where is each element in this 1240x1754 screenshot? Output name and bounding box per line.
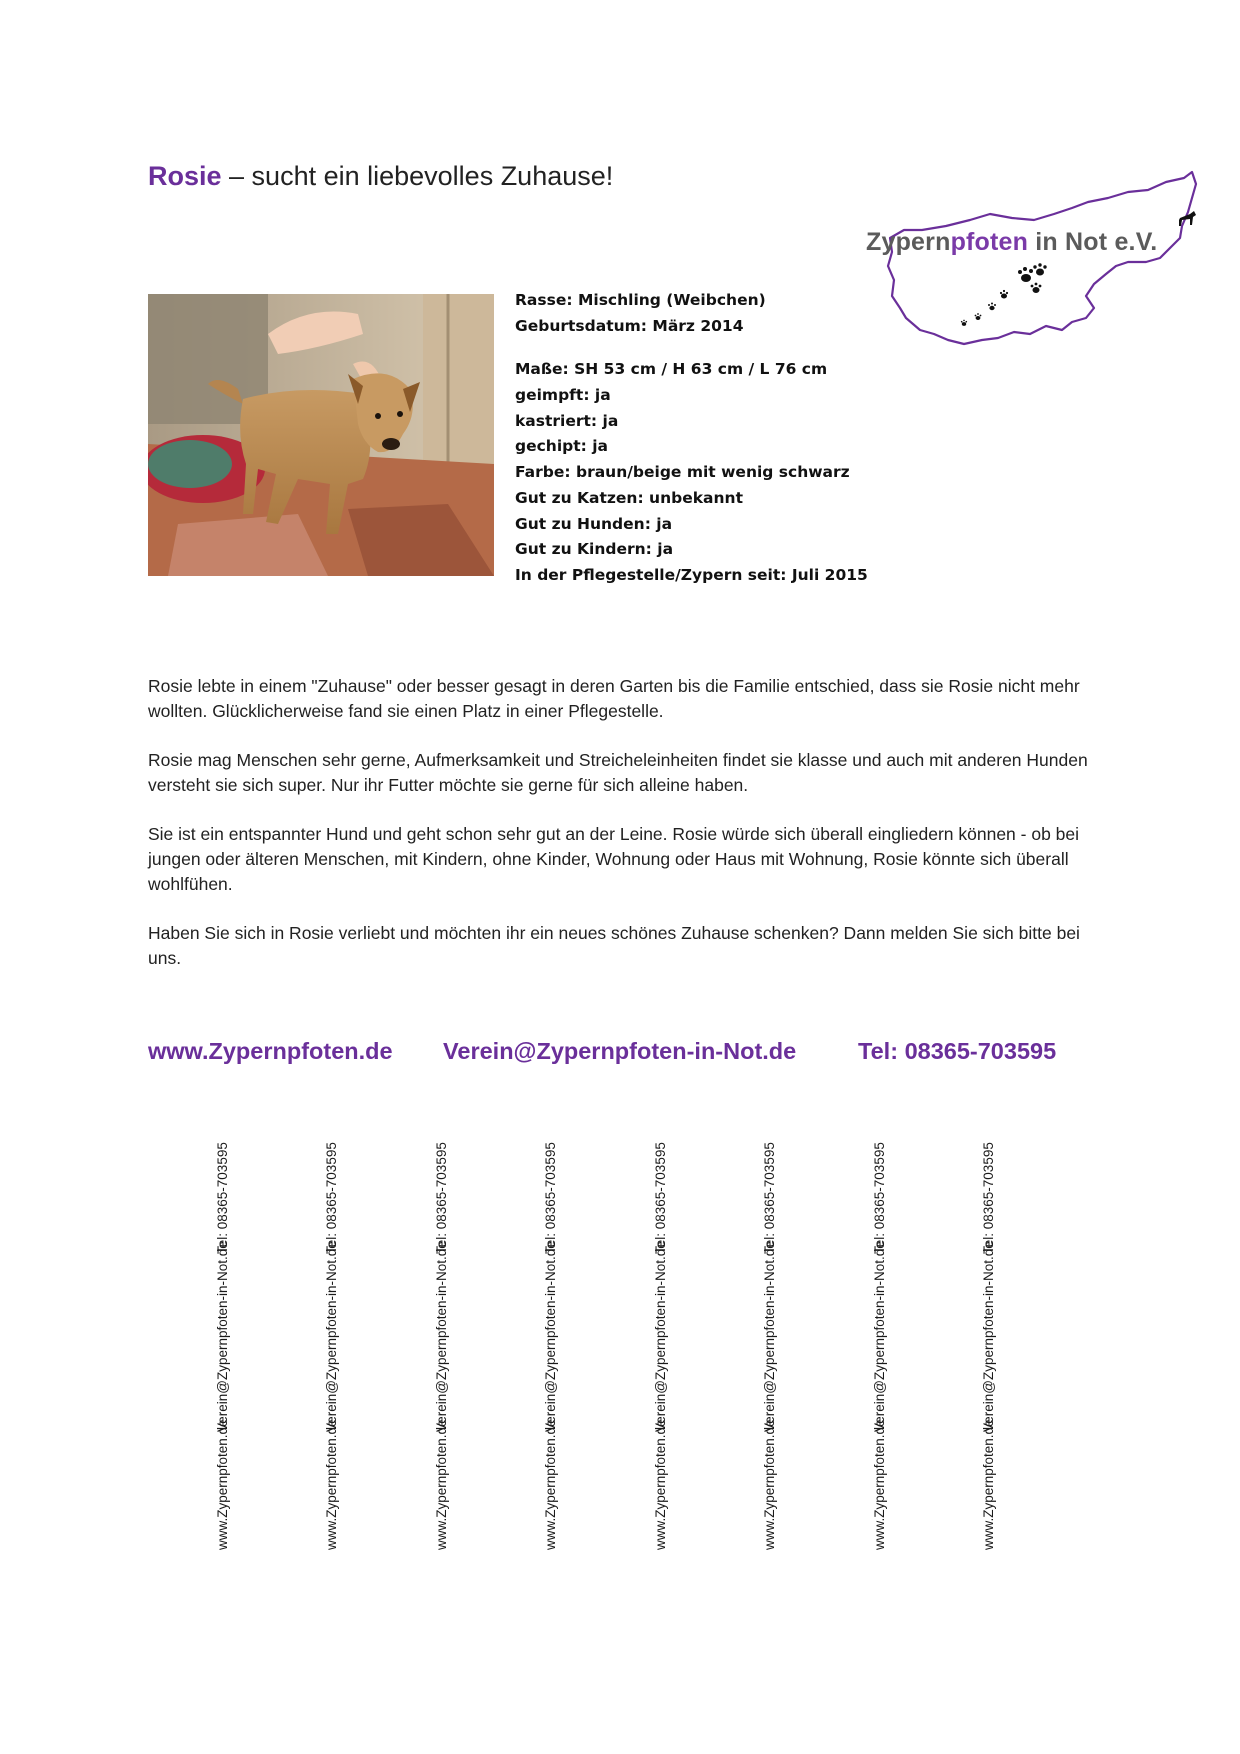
strip-website: www.Zypernpfoten.de bbox=[872, 1419, 887, 1550]
tear-off-strip-text bbox=[317, 1142, 347, 1550]
website-link[interactable]: www.Zypernpfoten.de bbox=[148, 1038, 393, 1064]
tear-off-strip-text bbox=[755, 1142, 785, 1550]
email-link[interactable]: Verein@Zypernpfoten-in-Not.de bbox=[443, 1038, 797, 1064]
fact-birthdate: Geburtsdatum: März 2014 bbox=[515, 316, 744, 335]
tear-off-strip-text bbox=[865, 1142, 895, 1550]
description bbox=[148, 674, 1088, 995]
fact-color: Farbe: braun/beige mit wenig schwarz bbox=[515, 463, 850, 482]
logo-text-part2: pfoten bbox=[950, 228, 1029, 256]
strip-email: Verein@Zypernpfoten-in-Not.de bbox=[653, 1241, 668, 1432]
tear-off-strip bbox=[974, 1142, 1004, 1550]
dog-photo bbox=[148, 294, 494, 576]
tear-off-strip-text bbox=[536, 1142, 566, 1550]
strip-website: www.Zypernpfoten.de bbox=[324, 1419, 339, 1550]
strip-phone: Tel: 08365-703595 bbox=[981, 1142, 996, 1254]
logo-text-part3: in Not e.V. bbox=[1028, 228, 1158, 256]
strip-phone: Tel: 08365-703595 bbox=[434, 1142, 449, 1254]
strip-website: www.Zypernpfoten.de bbox=[215, 1419, 230, 1550]
paragraph: Haben Sie sich in Rosie verliebt und möchten ihr ein neues schönes Zuhause schenken? Dann melden Sie sich bitte bei uns. bbox=[148, 923, 1080, 968]
fact-chipped: gechipt: ja bbox=[515, 437, 609, 456]
organization-name bbox=[866, 228, 1157, 257]
tear-off-strip-text bbox=[427, 1142, 457, 1550]
tear-off-strip-text bbox=[646, 1142, 676, 1550]
strip-phone: Tel: 08365-703595 bbox=[543, 1142, 558, 1254]
strip-phone: Tel: 08365-703595 bbox=[872, 1142, 887, 1254]
tear-off-strip bbox=[317, 1142, 347, 1550]
tear-off-strip-text bbox=[208, 1142, 238, 1550]
strip-email: Verein@Zypernpfoten-in-Not.de bbox=[543, 1241, 558, 1432]
strip-phone: Tel: 08365-703595 bbox=[215, 1142, 230, 1254]
logo-text-part1: Zypern bbox=[866, 228, 951, 256]
strip-website: www.Zypernpfoten.de bbox=[543, 1419, 558, 1550]
tear-off-strip bbox=[536, 1142, 566, 1550]
dog-facts bbox=[515, 288, 875, 589]
strip-email: Verein@Zypernpfoten-in-Not.de bbox=[762, 1241, 777, 1432]
tear-off-strip bbox=[208, 1142, 238, 1550]
strip-phone: Tel: 08365-703595 bbox=[653, 1142, 668, 1254]
tear-off-strip bbox=[427, 1142, 457, 1550]
page-title bbox=[148, 158, 613, 194]
strip-email: Verein@Zypernpfoten-in-Not.de bbox=[434, 1241, 449, 1432]
fact-vaccinated: geimpft: ja bbox=[515, 386, 611, 405]
strip-website: www.Zypernpfoten.de bbox=[434, 1419, 449, 1550]
fact-good-with-dogs: Gut zu Hunden: ja bbox=[515, 514, 673, 533]
organization-logo bbox=[866, 168, 1198, 364]
strip-website: www.Zypernpfoten.de bbox=[981, 1419, 996, 1550]
tear-off-strip-text bbox=[974, 1142, 1004, 1550]
tear-off-strip bbox=[646, 1142, 676, 1550]
fact-good-with-cats: Gut zu Katzen: unbekannt bbox=[515, 488, 743, 507]
contact-line bbox=[0, 1038, 1240, 1070]
strip-email: Verein@Zypernpfoten-in-Not.de bbox=[324, 1241, 339, 1432]
strip-email: Verein@Zypernpfoten-in-Not.de bbox=[215, 1241, 230, 1432]
title-tagline: – sucht ein liebevolles Zuhause! bbox=[221, 161, 614, 191]
fact-good-with-children: Gut zu Kindern: ja bbox=[515, 540, 674, 559]
fact-neutered: kastriert: ja bbox=[515, 411, 619, 430]
cyprus-map-icon bbox=[866, 168, 1198, 364]
phone-number: Tel: 08365-703595 bbox=[858, 1038, 1057, 1064]
strip-email: Verein@Zypernpfoten-in-Not.de bbox=[872, 1241, 887, 1432]
fact-breed: Rasse: Mischling (Weibchen) bbox=[515, 291, 766, 309]
strip-website: www.Zypernpfoten.de bbox=[762, 1419, 777, 1550]
strip-email: Verein@Zypernpfoten-in-Not.de bbox=[981, 1241, 996, 1432]
fact-foster-since: In der Pflegestelle/Zypern seit: Juli 2015 bbox=[515, 565, 868, 584]
paragraph: Rosie mag Menschen sehr gerne, Aufmerksamkeit und Streicheleinheiten findet sie klasse und auch mit anderen Hunden versteht sie sich super. Nur ihr Futter möchte sie gerne für sich alleine haben. bbox=[148, 750, 1088, 795]
strip-phone: Tel: 08365-703595 bbox=[762, 1142, 777, 1254]
fact-measurements: Maße: SH 53 cm / H 63 cm / L 76 cm bbox=[515, 360, 828, 379]
dog-name: Rosie bbox=[148, 161, 222, 191]
tear-off-strip bbox=[865, 1142, 895, 1550]
strip-phone: Tel: 08365-703595 bbox=[324, 1142, 339, 1254]
strip-website: www.Zypernpfoten.de bbox=[653, 1419, 668, 1550]
tear-off-strip bbox=[755, 1142, 785, 1550]
paragraph: Rosie lebte in einem "Zuhause" oder besser gesagt in deren Garten bis die Familie entschied, dass sie Rosie nicht mehr wollten. Glücklicherweise fand sie einen Platz in einer Pflegestelle. bbox=[148, 676, 1080, 721]
paragraph: Sie ist ein entspannter Hund und geht schon sehr gut an der Leine. Rosie würde sich überall eingliedern können - ob bei jungen oder älteren Menschen, mit Kindern, ohne Kinder, Wohnung oder Haus mit Wohnung, Rosie könnte sich überall wohlfühen. bbox=[148, 824, 1080, 894]
